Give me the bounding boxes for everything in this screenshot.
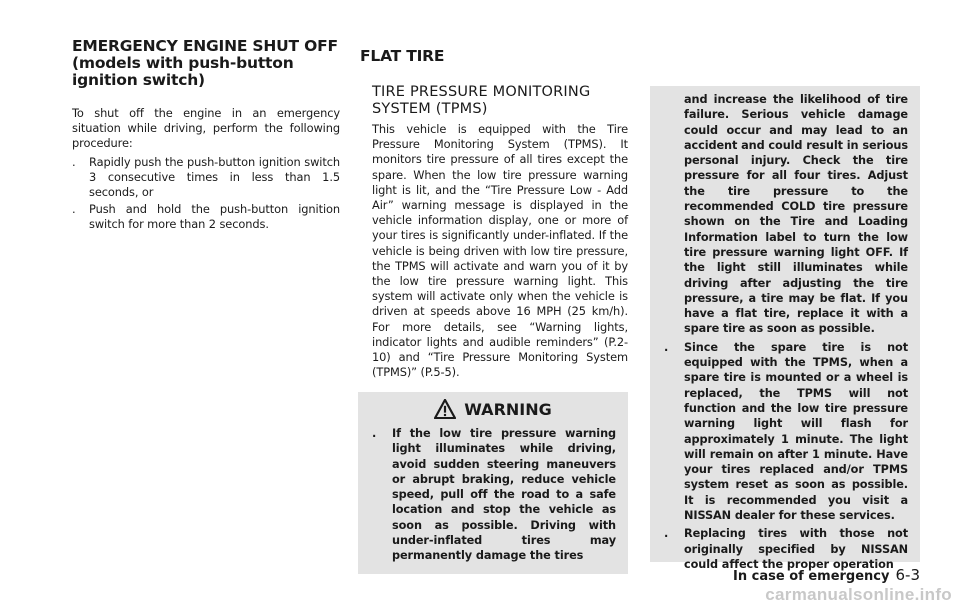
- warning-list: [358, 426, 628, 564]
- column-engine-shutoff: [72, 38, 340, 235]
- warning-continuation: and increase the likelihood of tire failure. Serious vehicle damage could occur and may lead to an accident and could result in serious personal injury. Check the tire pressure for all four tires. Adjust the tire pressure to the recommended COLD tire pressure shown on the Tire and Loading Information label to turn the low tire pressure warning light OFF. If the light still illuminates while driving after adjusting the tire pressure, a tire may be flat. If you have a flat tire, replace it with a spare tire as soon as possible.: [684, 93, 908, 336]
- list-item: . Rapidly push the push-button ignition switch 3 consecutive times in less than 1.5 seconds, or: [72, 154, 340, 200]
- warning-box-continued: [650, 86, 920, 571]
- shutoff-steps: [72, 155, 340, 233]
- tpms-description: This vehicle is equipped with the Tire Pressure Monitoring System (TPMS). It monitors tire pressure of all tires except the spare. When the low tire pressure warning light is lit, and the “Tire Pressure Low - Add Air” warning message is displayed in the vehicle information display, one or more of your tires is significantly under-inflated. If the vehicle is being driven with low tire pressure, the TPMS will activate and warn you of it by the low tire pressure warning light. This system will activate only when the vehicle is driven at speeds above 16 MPH (25 km/h). For more details, see “Warning lights, indicator lights and audible reminders” (P.2-10) and “Tire Pressure Monitoring System (TPMS)” (P.5-5).: [372, 122, 628, 380]
- watermark: carmanualsonline.info: [765, 585, 952, 604]
- section-heading-emergency-shutoff: EMERGENCY ENGINE SHUT OFF (models with push-button ignition switch): [72, 37, 338, 89]
- page-number: 6-3: [895, 566, 920, 584]
- section-heading-flat-tire: FLAT TIRE: [360, 47, 445, 65]
- column-flat-tire: [358, 38, 628, 563]
- list-item: . If the low tire pressure warning light illuminates while driving, avoid sudden steering maneuvers or abrupt braking, reduce vehicle speed, pull off the road to a safe location and stop the vehicle as soon as possible. Driving with under-inflated tires may permanently damage the tires: [372, 427, 616, 563]
- warning-title: WARNING: [464, 399, 552, 419]
- warning-box: [358, 392, 628, 574]
- list-item: . Replacing tires with those not originally specified by NISSAN could affect the proper operation: [664, 527, 908, 571]
- list-item: . Since the spare tire is not equipped with the TPMS, when a spare tire is mounted or a wheel is replaced, the TPMS will not function and the low tire pressure warning light will flash for approximately 1 minute. The light will remain on after 1 minute. Have your tires replaced and/or TPMS system reset as soon as possible. It is recommended you visit a NISSAN dealer for these services.: [664, 340, 908, 523]
- warning-list-continued: [650, 340, 920, 572]
- page-footer: [733, 566, 920, 584]
- footer-section-title: In case of emergency: [733, 569, 890, 584]
- subheading-tpms: TIRE PRESSURE MONITORING SYSTEM (TPMS): [372, 84, 591, 117]
- list-item: . Push and hold the push-button ignition switch for more than 2 seconds.: [72, 202, 340, 232]
- shutoff-intro: To shut off the engine in an emergency situation while driving, perform the following procedure:: [72, 106, 340, 151]
- warning-triangle-icon: [434, 399, 456, 419]
- warning-header: [358, 392, 628, 426]
